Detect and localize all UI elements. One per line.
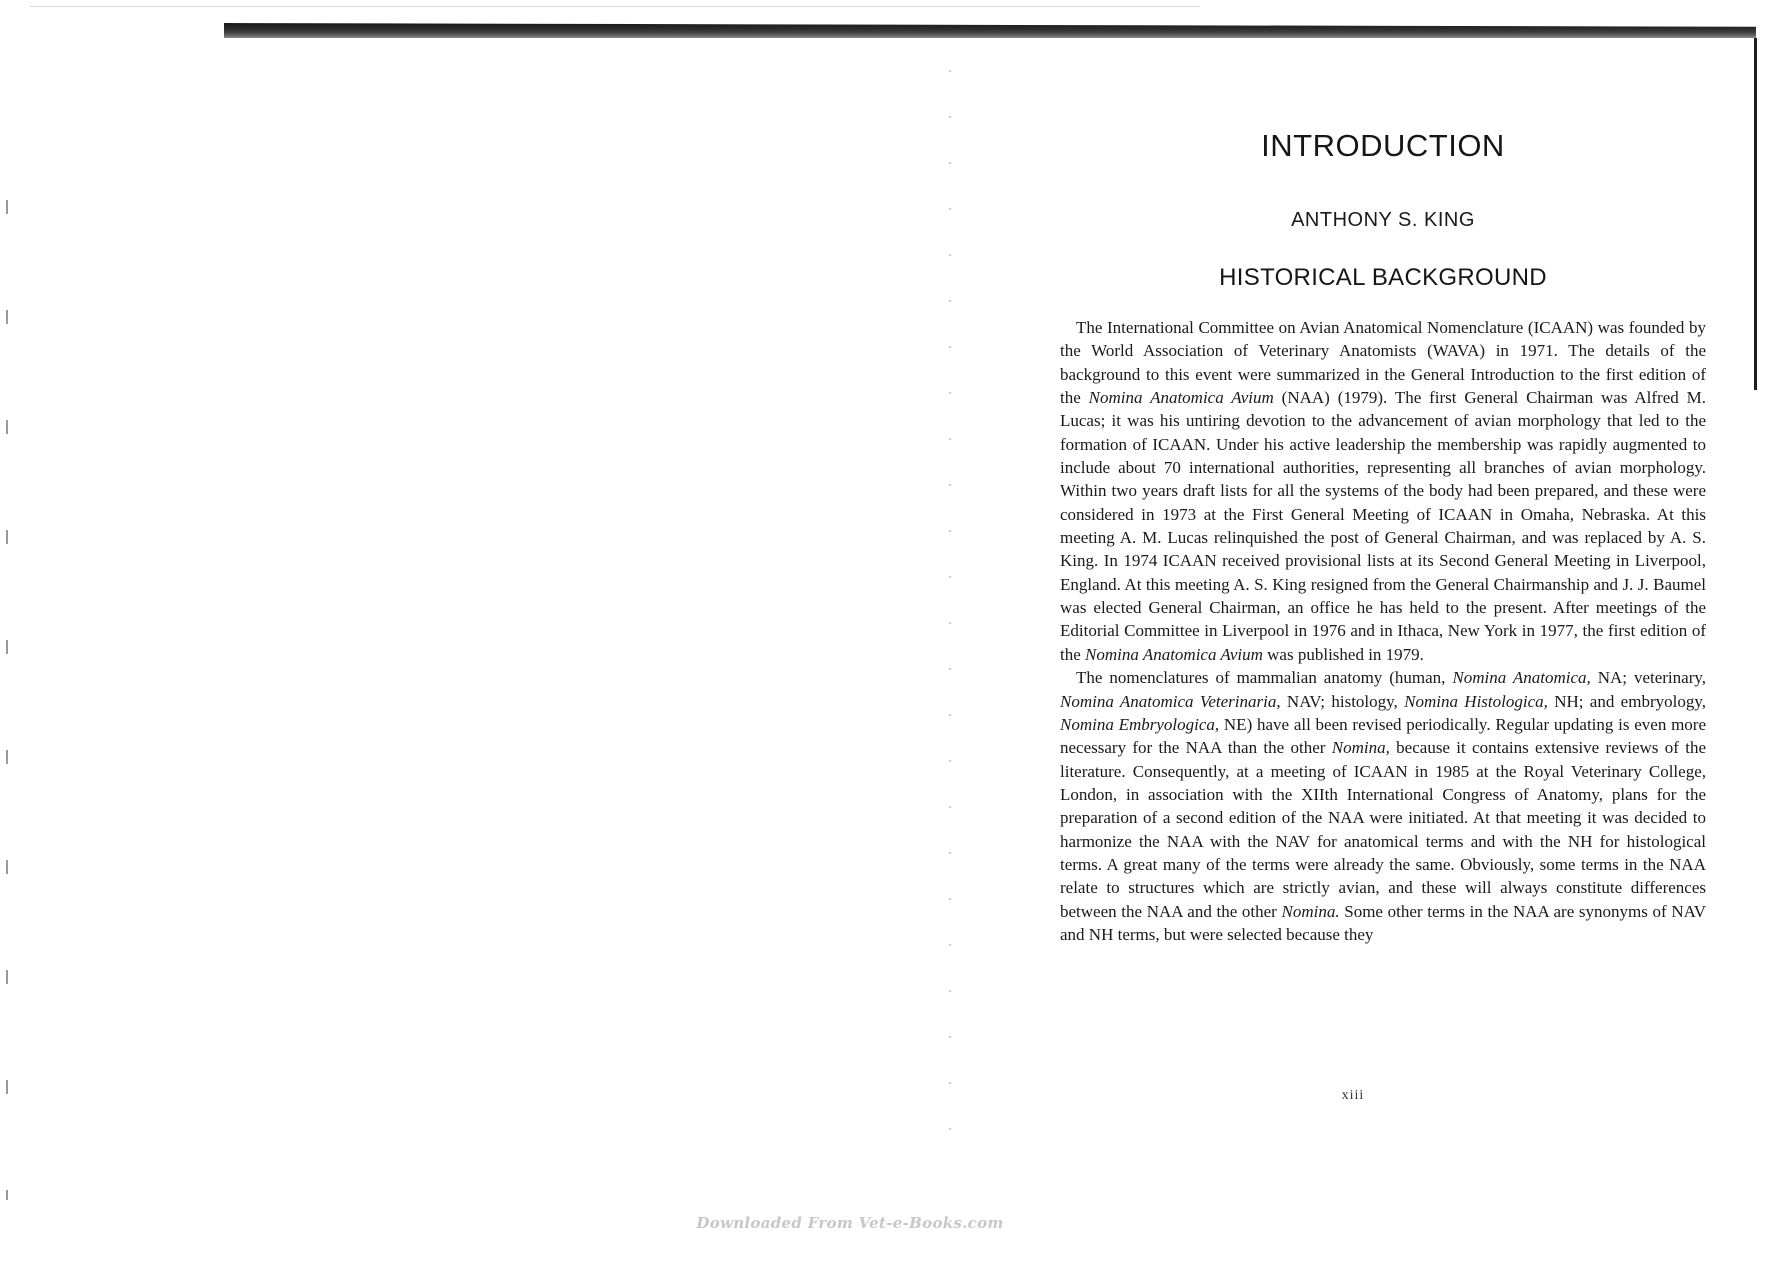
italic-term: Nomina Anatomica Veterinaria,: [1060, 691, 1281, 711]
page-title: INTRODUCTION: [1261, 128, 1505, 163]
body-text: [1060, 316, 1706, 946]
italic-term: Nomina,: [1331, 738, 1390, 758]
italic-term: Nomina Embryologica,: [1060, 714, 1220, 734]
scan-shadow-bar: [224, 23, 1756, 38]
text-run: was published in 1979.: [1262, 644, 1424, 664]
scan-edge-line: [30, 6, 1200, 7]
text-run: The nomenclatures of mammalian anatomy (human,: [1076, 668, 1453, 688]
text-run: Some other terms in the NAA are synonyms of NAV and NH terms, but were selected because they: [1060, 901, 1706, 944]
italic-term: Nomina.: [1281, 901, 1340, 921]
author-name: ANTHONY S. KING: [1291, 209, 1475, 231]
text-run: The International Committee on Avian Anatomical Nomenclature (ICAAN) was founded by the World Association of Veterinary Anatomists (WAVA) in 1971. The details of the background to this event were summarized in the General Introduction to the first edition of the: [1060, 318, 1706, 408]
body-paragraph: [1060, 666, 1706, 946]
section-heading: HISTORICAL BACKGROUND: [1219, 264, 1547, 291]
text-run: NE) have all been revised periodically. Regular updating is even more necessary for the NAA than the other: [1060, 714, 1706, 758]
italic-term: Nomina Anatomica Avium: [1085, 644, 1263, 664]
book-gutter: [949, 70, 951, 1150]
italic-term: Nomina Anatomica,: [1452, 668, 1591, 688]
download-watermark: Downloaded From Vet-e-Books.com: [696, 1214, 1004, 1232]
text-run: (NAA) (1979). The first General Chairman was Alfred M. Lucas; it was his untiring devotion to the advancement of avian morphology that led to the formation of ICAAN. Under his active leadership the membership was rapidly augmented to include about 70 international authorities, representing all branches of avian morphology. Within two years draft lists for all the systems of the body had been prepared, and these were considered in 1973 at the First General Meeting of ICAAN in Omaha, Nebraska. At this meeting A. M. Lucas relinquished the post of General Chairman, and was replaced by A. S. King. In 1974 ICAAN received provisional lists at its Second General Meeting in Liverpool, England. At this meeting A. S. King resigned from the General Chairmanship and J. J. Baumel was elected General Chairman, an office he has held to the present. After meetings of the Editorial Committee in Liverpool in 1976 and in Ithaca, New York in 1977, the first edition of the: [1060, 388, 1706, 664]
text-run: NAV; histology,: [1280, 691, 1405, 711]
page-edge-line: [1754, 38, 1757, 390]
italic-term: Nomina Histologica,: [1404, 691, 1548, 711]
text-run: because it contains extensive reviews of the literature. Consequently, at a meeting of ICAAN in 1985 at the Royal Veterinary College, London, in association with the XIIth International Congress of Anatomy, plans for the preparation of a second edition of the NAA were initiated. At that meeting it was decided to harmonize the NAA with the NAV for anatomical terms and with the NH for histological terms. A great many of the terms were already the same. Obviously, some terms in the NAA relate to structures which are strictly avian, and these will always constitute differences between the NAA and the other: [1060, 738, 1706, 921]
italic-term: Nomina Anatomica Avium: [1088, 388, 1274, 408]
text-run: NH; and embryology,: [1547, 691, 1706, 711]
text-run: NA; veterinary,: [1590, 668, 1707, 688]
body-paragraph: [1060, 316, 1706, 666]
left-page-edge: [6, 200, 8, 1200]
page-number: xiii: [1341, 1088, 1365, 1103]
